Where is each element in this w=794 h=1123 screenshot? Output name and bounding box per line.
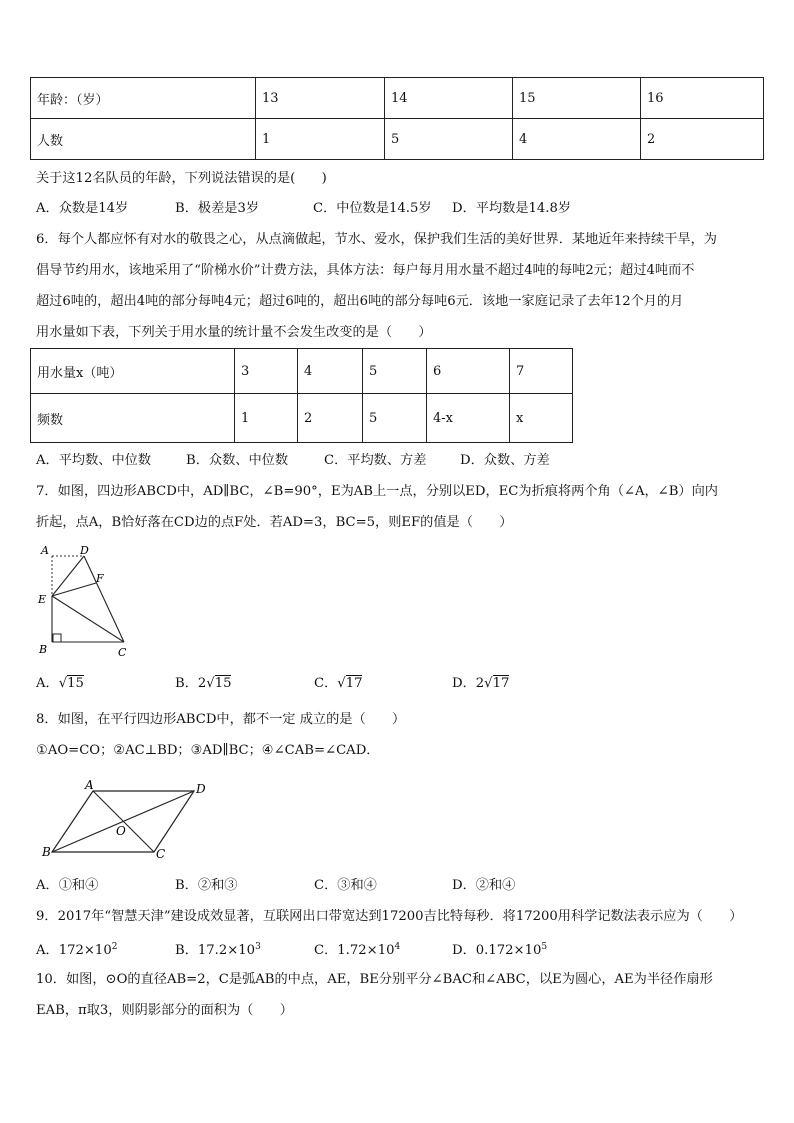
- q7-label-f: F: [96, 572, 104, 585]
- water-table-cell: 用水量x（吨）: [31, 349, 235, 394]
- water-table-cell: 频数: [31, 394, 235, 443]
- q8-option-a: A．①和④: [36, 878, 99, 893]
- age-table: [30, 77, 764, 160]
- q5-option-d: D．平均数是14.8岁: [452, 201, 572, 216]
- q7-label-d: D: [80, 544, 89, 557]
- water-table-cell: 4-x: [427, 394, 510, 443]
- q7-option-a: A．√15: [36, 676, 84, 691]
- q6-option-a: A．平均数、中位数: [36, 453, 152, 468]
- sqrt-icon: √: [58, 676, 68, 691]
- q6-line-1: 6．每个人都应怀有对水的敬畏之心，从点滴做起，节水、爱水，保护我们生活的美好世界．某地近年来持续干旱，为: [36, 232, 717, 247]
- q7-label-b: B: [39, 643, 48, 656]
- q7-option-letter: A．: [36, 676, 59, 691]
- q10-line-2: EAB，π取3，则阴影部分的面积为（ ）: [36, 1003, 293, 1018]
- age-table-cell: 4: [513, 119, 641, 160]
- q9-option-b: B．$17.2\times 10^3$: [175, 942, 261, 958]
- sqrt-icon: √: [206, 676, 215, 691]
- water-table-cell: 6: [427, 349, 510, 394]
- sqrt-icon: √: [337, 676, 346, 691]
- age-table-cell: 13: [256, 78, 385, 119]
- q8-label-b: B: [42, 845, 51, 859]
- q8-label-d: D: [196, 782, 206, 796]
- q6-option-d: D．众数、方差: [460, 453, 550, 468]
- age-table-cell: 16: [641, 78, 764, 119]
- age-table-cell: 2: [641, 119, 764, 160]
- q8-statements: ①AO=CO；②AC⊥BD；③AD∥BC；④∠CAB=∠CAD．: [36, 743, 380, 758]
- q7-figure: [34, 540, 134, 666]
- q8-label-c: C: [156, 847, 166, 861]
- q8-label-a: A: [85, 778, 94, 792]
- water-table-cell: 5: [363, 394, 427, 443]
- q5-stem: 关于这12名队员的年龄，下列说法错误的是( ): [36, 171, 327, 186]
- q8-option-b: B．②和③: [175, 878, 238, 893]
- water-table-cell: x: [510, 394, 573, 443]
- q5-option-a: A．众数是14岁: [36, 201, 129, 216]
- q5-option-b: B．极差是3岁: [175, 201, 260, 216]
- water-table-cell: 3: [235, 349, 298, 394]
- q7-line-1: 7．如图，四边形ABCD中，AD∥BC，∠B=90°，E为AB上一点，分别以ED，EC为折痕将两个角（∠A，∠B）向内: [36, 484, 718, 499]
- q7-label-a: A: [41, 544, 49, 557]
- q8-figure: [36, 772, 216, 868]
- water-table-cell: 5: [363, 349, 427, 394]
- age-table-cell: 5: [385, 119, 513, 160]
- age-table-cell: 14: [385, 78, 513, 119]
- water-table-cell: 4: [298, 349, 363, 394]
- q6-option-c: C．平均数、方差: [324, 453, 427, 468]
- q7-option-c: C．√17: [314, 676, 363, 691]
- age-table-cell: 年龄：（岁）: [31, 78, 256, 119]
- water-table-cell: 7: [510, 349, 573, 394]
- q9-option-d: D．$0.172\times 10^5$: [452, 942, 548, 958]
- age-table-cell: 1: [256, 119, 385, 160]
- q9-option-c: C．$1.72\times 10^4$: [314, 942, 401, 958]
- q6-option-b: B．众数、中位数: [186, 453, 289, 468]
- q8-option-c: C．③和④: [314, 878, 377, 893]
- q8-stem: 8．如图，在平行四边形ABCD中，都不一定 成立的是（ ）: [36, 712, 406, 727]
- q9-option-a: A．$172\times 10^2$: [36, 942, 118, 958]
- q8-label-o: O: [116, 824, 126, 838]
- q6-line-3: 超过6吨的，超出4吨的部分每吨4元；超过6吨的，超出6吨的部分每吨6元．该地一家庭记录了去年12个月的月: [36, 294, 684, 309]
- water-table: [30, 348, 573, 443]
- q6-line-4: 用水量如下表，下列关于用水量的统计量不会发生改变的是（ ）: [36, 325, 432, 340]
- q7-label-c: C: [118, 646, 127, 659]
- q8-option-d: D．②和④: [452, 878, 516, 893]
- q7-line-2: 折起，点A，B恰好落在CD边的点F处．若AD=3，BC=5，则EF的值是（ ）: [36, 515, 513, 530]
- q7-label-e: E: [38, 593, 47, 606]
- age-table-cell: 人数: [31, 119, 256, 160]
- water-table-cell: 2: [298, 394, 363, 443]
- q5-option-c: C．中位数是14.5岁: [313, 201, 432, 216]
- age-table-cell: 15: [513, 78, 641, 119]
- q7-option-b: B．2√15: [175, 676, 232, 691]
- q9-stem: 9．2017年“智慧天津”建设成效显著，互联网出口带宽达到17200吉比特每秒．将17200用科学记数法表示应为（ ）: [36, 909, 743, 924]
- sqrt-icon: √: [484, 676, 493, 691]
- q6-line-2: 倡导节约用水，该地采用了“阶梯水价”计费方法，具体方法：每户每月用水量不超过4吨的每吨2元；超过4吨而不: [36, 263, 695, 278]
- water-table-cell: 1: [235, 394, 298, 443]
- q10-line-1: 10．如图，⊙O的直径AB=2，C是弧AB的中点，AE，BE分别平分∠BAC和∠ABC，以E为圆心，AE为半径作扇形: [36, 972, 713, 987]
- q7-option-d: D．2√17: [452, 676, 510, 691]
